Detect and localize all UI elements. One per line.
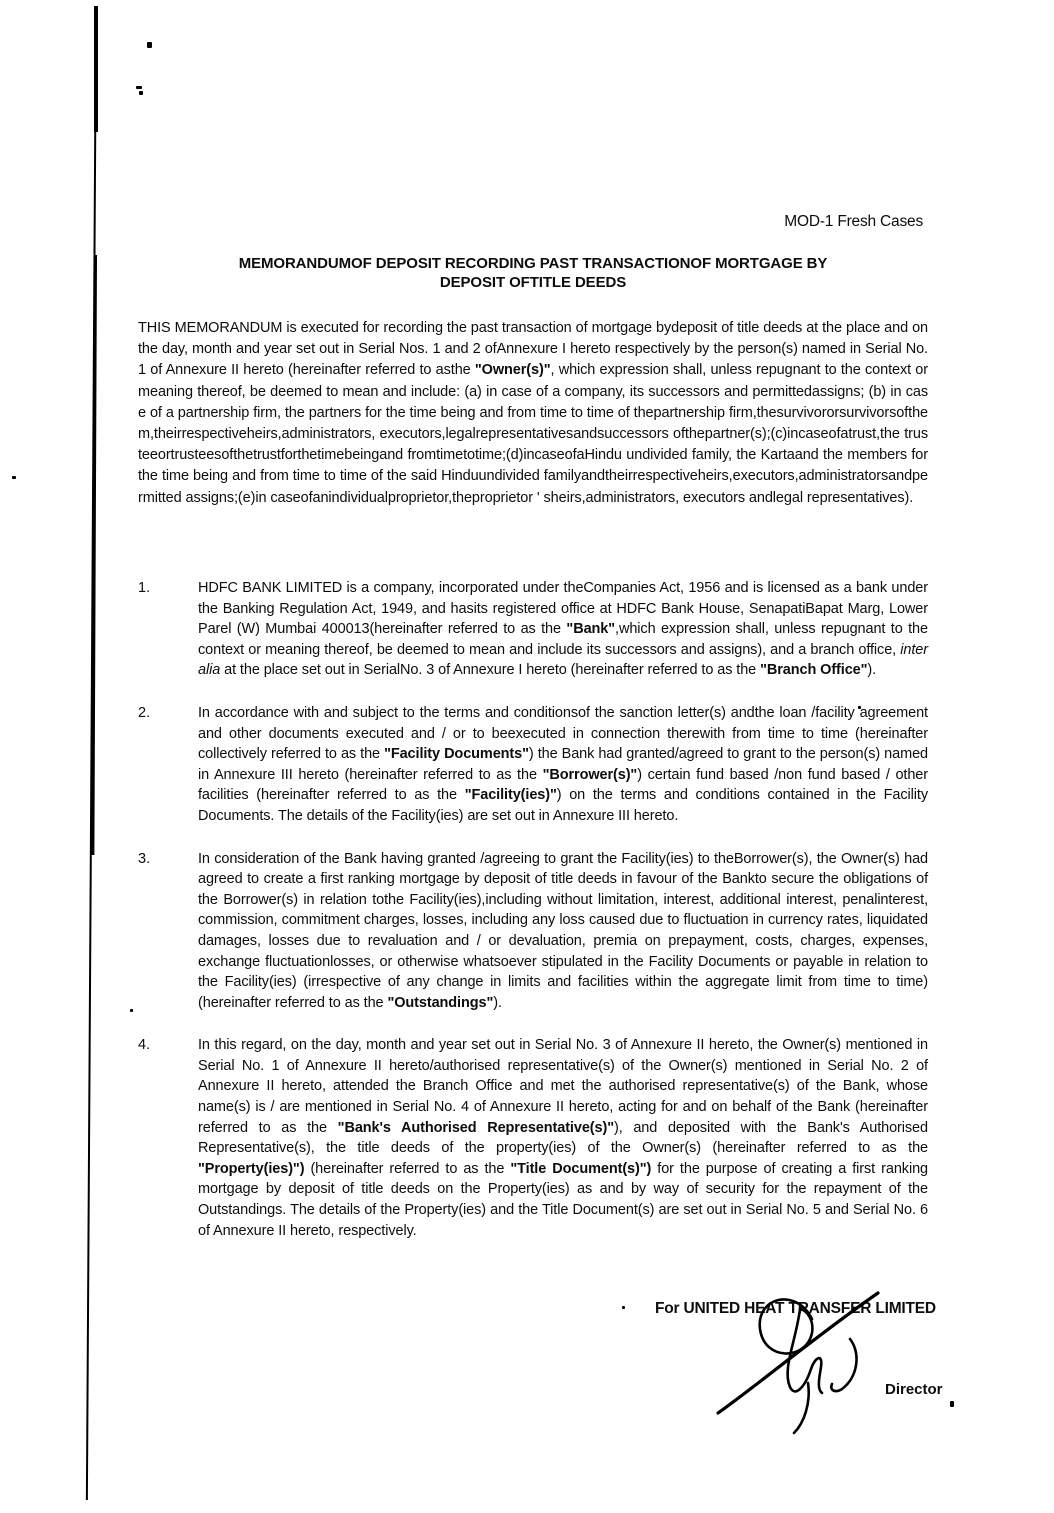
document-title [138, 254, 928, 292]
clause-text: In consideration of the Bank having granted /agreeing to grant the Facility(ies) to theBorrower(s), the Owner(s) had agreed to create a first ranking mortgage by deposit of title deeds in favour of the Bankto secure the obligations of the Borrower(s) in relation tothe Facility(ies),including without limitation, interest, additional interest, penalinterest, commission, commitment charges, losses, including any loss caused due to fluctuation in currency rates, liquidated damages, losses due to revaluation and / or devaluation, premia on prepayment, costs, charges, expenses, exchange fluctuationlosses, or otherwise whatsoever stipulated in the Facility Documents or payable in relation to the Facility(ies) (irrespective of any change in limits and facilities within the aggregate limit from time to time) (hereinafter referred to as the "Outstandings"). [198, 850, 928, 1011]
clause-list [138, 578, 928, 1263]
scan-speck [147, 42, 152, 48]
clause-text: In accordance with and subject to the terms and conditionsof the sanction letter(s) andthe loan /facility agreement and other documents executed and / or to beexecuted in connection therewith from time to time (hereinafter collectively referred to as the "Facility Documents") the Bank had granted/agreed to grant to the person(s) named in Annexure III hereto (hereinafter referred to as the "Borrower(s)") certain fund based /non fund based / other facilities (hereinafter referred to as the "Facility(ies)") on the terms and conditions contained in the Facility Documents. The details of the Facility(ies) are set out in Annexure III hereto. [198, 704, 928, 824]
clause-number: 1. [138, 580, 151, 596]
handwritten-signature-icon [700, 1281, 900, 1441]
scan-edge-line-thick-top [94, 6, 98, 132]
clause-item-4 [138, 1035, 928, 1241]
clause-item-1 [138, 578, 928, 681]
scan-speck [136, 86, 142, 89]
clause-text: In this regard, on the day, month and year set out in Serial No. 3 of Annexure II hereto, the Owner(s) mentioned in Serial No. 1 of Annexure II hereto/authorised representative(s) of the Owner(s) mentioned in Serial No. 2 of Annexure II hereto, attended the Branch Office and met the authorised representative(s) of the Bank, whose name(s) is / are mentioned in Serial No. 4 of Annexure II hereto, acting for and on behalf of the Bank (hereinafter referred to as the "Bank's Authorised Representative(s)"), and deposited with the Bank's Authorised Representative(s), the title deeds of the property(ies) of the Owner(s) (hereinafter referred to as the "Property(ies)") (hereinafter referred to as the "Title Document(s)") for the purpose of creating a first ranking mortgage by deposit of title deeds on the Property(ies) as and by way of security for the repayment of the Outstandings. The details of the Property(ies) and the Title Document(s) are set out in Serial No. 5 and Serial No. 6 of Annexure II hereto, respectively. [198, 1037, 928, 1239]
document-title-line2: DEPOSIT OFTITLE DEEDS [439, 274, 627, 291]
scan-speck [950, 1401, 954, 1407]
scan-speck [12, 476, 16, 479]
clause-number: 2. [138, 704, 151, 721]
form-code-label: MOD-1 Fresh Cases [784, 213, 923, 230]
clause-item-3 [138, 849, 928, 1014]
signatory-role-label: Director [885, 1381, 943, 1398]
document-title-line1: MEMORANDUMOF DEPOSIT RECORDING PAST TRANSACTIONOF MORTGAGE BY [238, 255, 828, 272]
scan-speck [622, 1306, 625, 1309]
clause-item-2 [138, 703, 928, 827]
intro-paragraph: THIS MEMORANDUM is executed for recording the past transaction of mortgage bydeposit of title deeds at the place and on the day, month and year set out in Serial Nos. 1 and 2 ofAnnexure I hereto respectively by the person(s) named in Serial No. 1 of Annexure II hereto (hereinafter referred to asthe "Owner(s)", which expression shall, unless repugnant to the context or meaning thereof, be deemed to mean and include: (a) in case of a company, its successors and permittedassigns; (b) in case of a partnership firm, the partners for the time being and from time to time of thepartnership firm,thesurvivororsurvivorsofthem,theirrespectiveheirs,administrators, executors,legalrepresentativesandsuccessors ofthepartner(s);(c)incaseofatrust,the trusteeortrusteesofthetrustforthetimebeingand fromtimetotime;(d)incaseofaHindu undivided family, the Kartaand the members for the time being and from time to time of the said Hinduundivided familyandtheirrespectiveheirs,executors,administratorsandpermitted assigns;(e)in caseofanindividualproprietor,theproprietor ' sheirs,administrators, executors andlegal representatives). [138, 320, 928, 506]
scan-speck [130, 1009, 133, 1012]
clause-text: HDFC BANK LIMITED is a company, incorporated under theCompanies Act, 1956 and is licensed as a bank under the Banking Regulation Act, 1949, and hasits registered office at HDFC Bank House, SenapatiBapat Marg, Lower Parel (W) Mumbai 400013(hereinafter referred to as the "Bank",which expression shall, unless repugnant to the context or meaning thereof, be deemed to mean and include its successors and assigns), and a branch office, inter alia at the place set out in SerialNo. 3 of Annexure I hereto (hereinafter referred to as the "Branch Office"). [198, 580, 928, 679]
clause-number: 3. [138, 850, 151, 867]
signatory-company-line: For UNITED HEAT TRANSFER LIMITED [655, 1300, 936, 1317]
clause-number: 4. [138, 1037, 151, 1054]
scan-speck [139, 91, 143, 95]
